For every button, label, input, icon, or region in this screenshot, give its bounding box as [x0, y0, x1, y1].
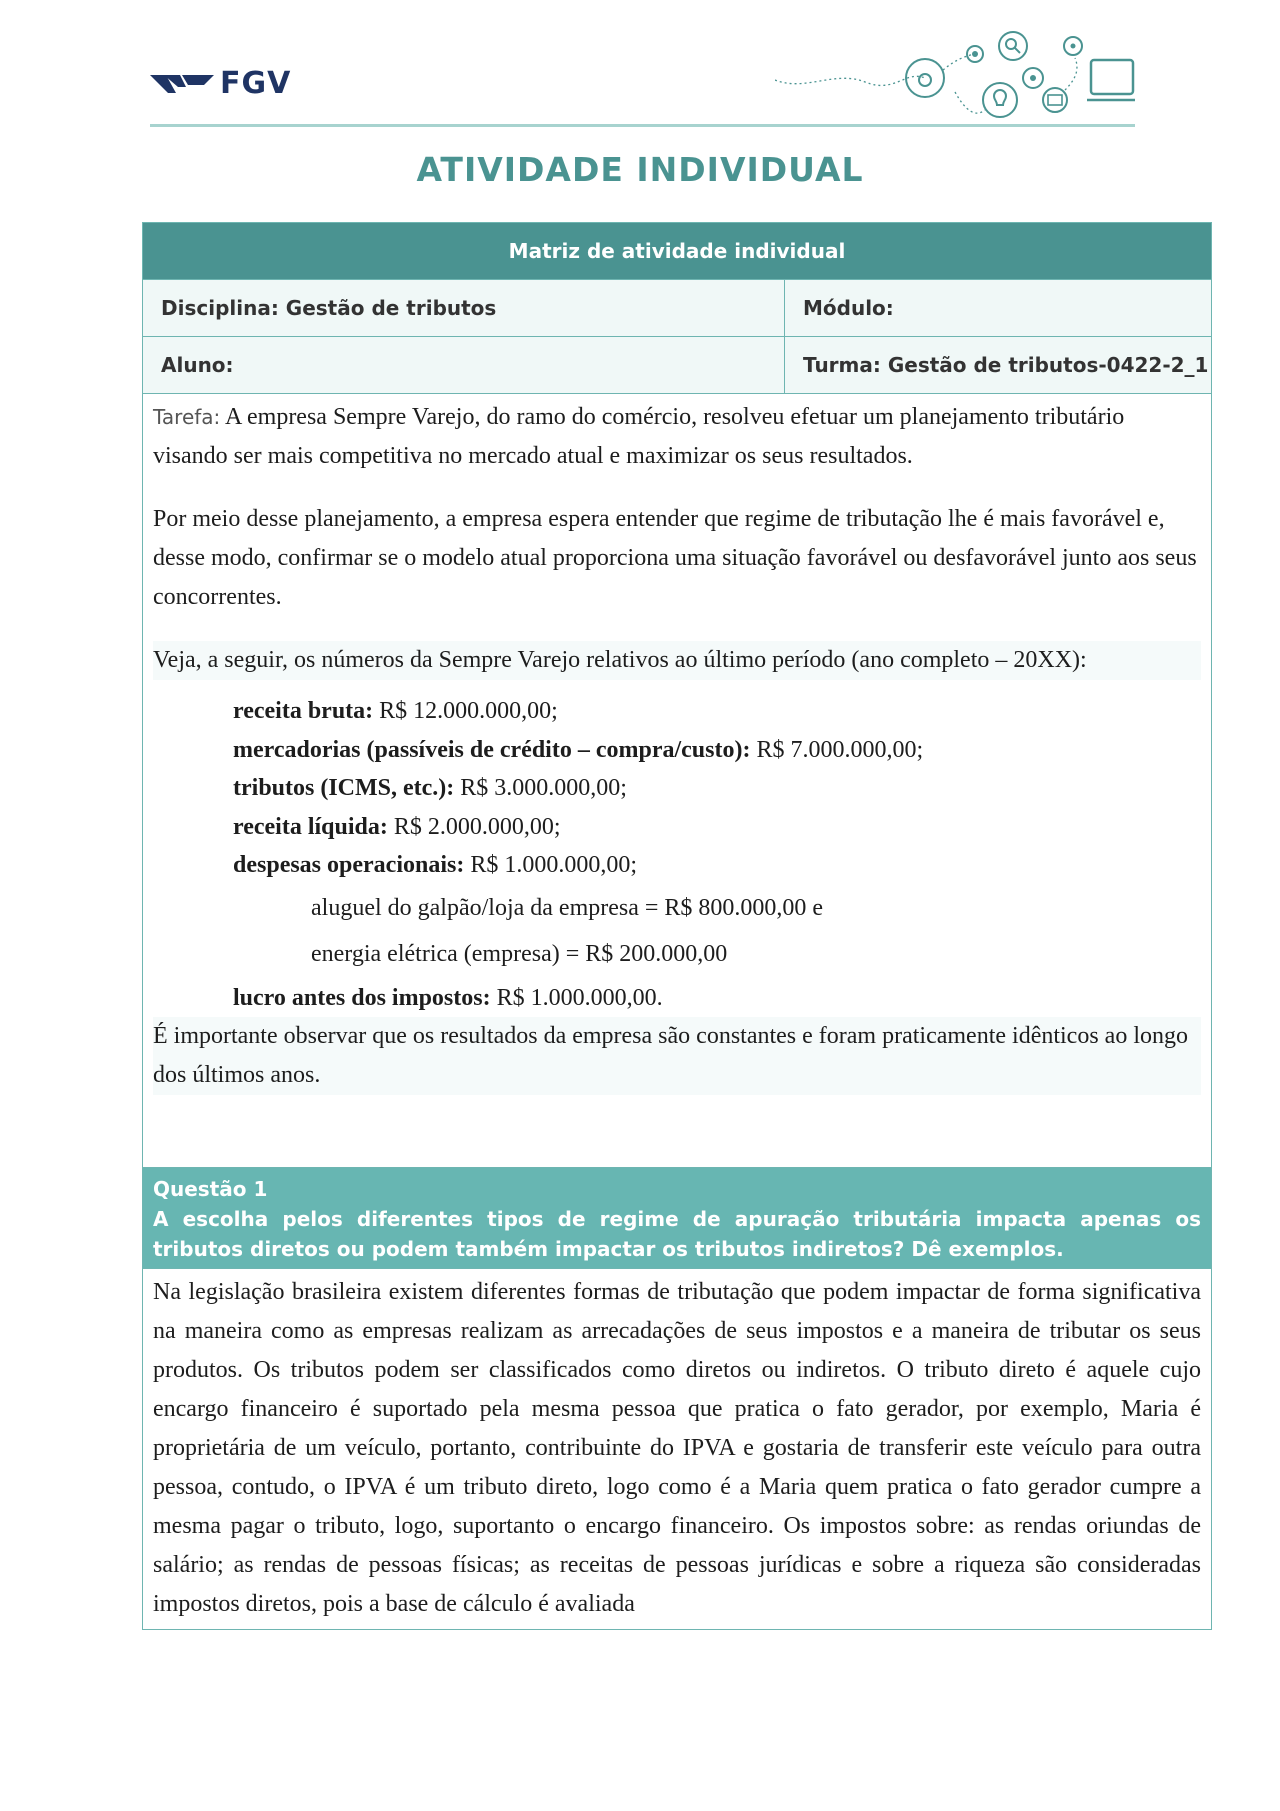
- sub-list-item: aluguel do galpão/loja da empresa = R$ 800.000,00 e: [311, 894, 824, 921]
- logo-text: FGV: [220, 66, 292, 101]
- list-item: tributos (ICMS, etc.): R$ 3.000.000,00;: [233, 775, 627, 801]
- list-item: receita bruta: R$ 12.000.000,00;: [233, 698, 558, 724]
- task-paragraph-1: [153, 398, 1201, 476]
- task-paragraph-3: Veja, a seguir, os números da Sempre Varejo relativos ao último período (ano completo – 20XX):: [153, 641, 1201, 680]
- page-header: [150, 30, 1135, 128]
- fgv-logo: [150, 66, 291, 101]
- header-decoration-icons: [775, 30, 1135, 122]
- sub-list-item: energia elétrica (empresa) = R$ 200.000,00: [311, 940, 728, 967]
- class-field: Turma: Gestão de tributos-0422-2_1: [803, 353, 1209, 377]
- question-1-title: A escolha pelos diferentes tipos de regime de apuração tributária impacta apenas os tributos diretos ou podem também impactar os tributos indiretos? Dê exemplos.: [153, 1207, 1201, 1261]
- module-field: Módulo:: [803, 296, 894, 320]
- task-intro-text: A empresa Sempre Varejo, do ramo do comércio, resolveu efetuar um planejamento tributário visando ser mais competitiva no mercado atual e maximizar os seus resultados.: [153, 404, 1125, 469]
- matrix-row-discipline: [143, 279, 1211, 336]
- list-item: mercadorias (passíveis de crédito – compra/custo): R$ 7.000.000,00;: [233, 736, 924, 763]
- header-divider: [150, 124, 1135, 127]
- task-section: [143, 393, 1211, 1167]
- question-1-answer: Na legislação brasileira existem diferentes formas de tributação que podem impactar de forma significativa na maneira como as empresas realizam as arrecadações de seus impostos e a maneira de tributar os seus produtos. Os tributos podem ser classificados como diretos ou indiretos. O tributo direto é aquele cujo encargo financeiro é suportado pela mesma pessoa que pratica o fato gerador, por exemplo, Maria é proprietária de um veículo, portanto, contribuinte do IPVA e gostaria de transferir este veículo para outra pessoa, contudo, o IPVA é um tributo direto, logo como é a Maria quem pratica o fato gerador cumpre a mesma pagar o tributo, logo, suportanto o encargo financeiro. Os impostos sobre: as rendas oriundas de salário; as rendas de pessoas físicas; as receitas de pessoas jurídicas e sobre a riqueza são consideradas impostos diretos, pois a base de cálculo é avaliada: [143, 1268, 1211, 1624]
- question-1-header: [143, 1167, 1211, 1268]
- student-field: Aluno:: [143, 337, 785, 393]
- fgv-wing-icon: [150, 73, 214, 95]
- matrix-row-student: [143, 336, 1211, 393]
- figures-list: [153, 692, 1201, 1017]
- matrix-title: Matriz de atividade individual: [143, 223, 1211, 279]
- page-title: ATIVIDADE INDIVIDUAL: [416, 150, 864, 189]
- list-item: lucro antes dos impostos: R$ 1.000.000,00.: [233, 984, 663, 1011]
- list-item: despesas operacionais: R$ 1.000.000,00;: [233, 852, 638, 878]
- discipline-field: Disciplina: Gestão de tributos: [143, 280, 785, 336]
- task-paragraph-2: Por meio desse planejamento, a empresa espera entender que regime de tributação lhe é mais favorável e, desse modo, confirmar se o modelo atual proporciona uma situação favorável ou desfavorável junto aos seus concorrentes.: [153, 506, 1197, 610]
- activity-matrix: [142, 222, 1212, 1630]
- list-item: receita líquida: R$ 2.000.000,00;: [233, 813, 561, 840]
- task-paragraph-4: É importante observar que os resultados da empresa são constantes e foram praticamente idênticos ao longo dos últimos anos.: [153, 1017, 1201, 1095]
- task-label: Tarefa:: [153, 405, 221, 429]
- question-1-label: Questão 1: [153, 1177, 268, 1201]
